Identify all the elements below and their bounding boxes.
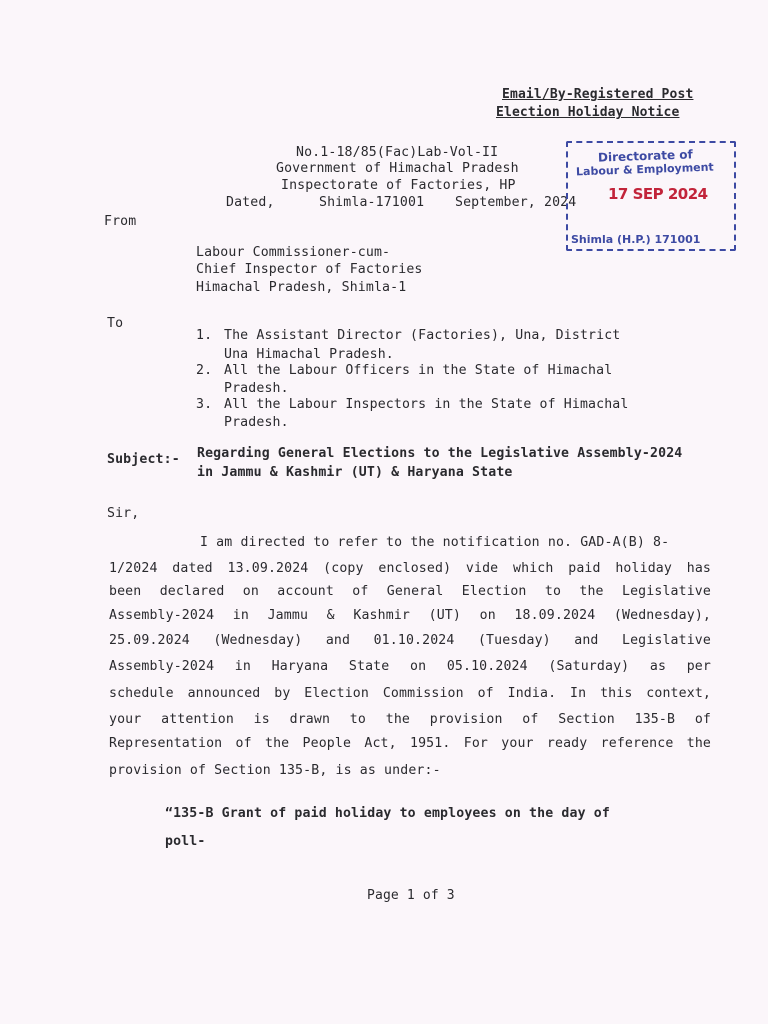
quoted-section-title: “135-B Grant of paid holiday to employees on the day of bbox=[165, 806, 610, 821]
from-line: Himachal Pradesh, Shimla-1 bbox=[196, 280, 407, 295]
recipient-number: 2. bbox=[196, 363, 213, 378]
body-line: 1/2024 dated 13.09.2024 (copy enclosed) vide which paid holiday has bbox=[109, 561, 711, 576]
stamp-line-1: Directorate of bbox=[597, 147, 693, 165]
received-stamp bbox=[566, 141, 736, 251]
from-line: Chief Inspector of Factories bbox=[196, 262, 423, 277]
body-line: been declared on account of General Election to the Legislative bbox=[109, 584, 711, 599]
body-line: Assembly-2024 in Haryana State on 05.10.2024 (Saturday) as per bbox=[109, 659, 711, 674]
place: Shimla-171001 bbox=[319, 195, 425, 210]
to-label: To bbox=[107, 316, 124, 331]
body-line: 25.09.2024 (Wednesday) and 01.10.2024 (Tuesday) and Legislative bbox=[109, 633, 711, 648]
body-line: Assembly-2024 in Jammu & Kashmir (UT) on 18.09.2024 (Wednesday), bbox=[109, 608, 711, 623]
recipient-text: All the Labour Inspectors in the State of Himachal bbox=[224, 397, 629, 412]
letter-date: September, 2024 bbox=[455, 195, 577, 210]
recipient-number: 1. bbox=[196, 328, 213, 343]
subject-line: Regarding General Elections to the Legislative Assembly-2024 bbox=[197, 446, 683, 461]
notice-title-heading: Election Holiday Notice bbox=[496, 105, 680, 120]
from-label: From bbox=[104, 214, 137, 229]
subject-line: in Jammu & Kashmir (UT) & Haryana State bbox=[197, 465, 513, 480]
body-last-line: provision of Section 135-B, is as under:- bbox=[109, 763, 441, 778]
body-line: your attention is drawn to the provision of Section 135-B of bbox=[109, 712, 711, 727]
stamp-line-2: Labour & Employment bbox=[575, 160, 714, 179]
page-number: Page 1 of 3 bbox=[367, 888, 455, 903]
from-line: Labour Commissioner-cum- bbox=[196, 245, 391, 260]
recipient-text: All the Labour Officers in the State of Himachal bbox=[224, 363, 613, 378]
salutation: Sir, bbox=[107, 506, 140, 521]
recipient-text-continued: Pradesh. bbox=[224, 381, 289, 396]
body-line: schedule announced by Election Commission of India. In this context, bbox=[109, 686, 711, 701]
delivery-mode-heading: Email/By-Registered Post bbox=[502, 87, 694, 102]
recipient-item bbox=[196, 397, 628, 412]
body-first-line: I am directed to refer to the notification no. GAD-A(B) 8- bbox=[200, 535, 670, 550]
recipient-text-continued: Una Himachal Pradesh. bbox=[224, 347, 394, 362]
recipient-number: 3. bbox=[196, 397, 213, 412]
office-name: Inspectorate of Factories, HP bbox=[281, 178, 516, 193]
recipient-item bbox=[196, 363, 612, 378]
stamp-line-3: Shimla (H.P.) 171001 bbox=[571, 233, 701, 246]
quoted-section-title-continued: poll- bbox=[165, 834, 206, 849]
recipient-item bbox=[196, 328, 620, 343]
dated-label: Dated, bbox=[226, 195, 275, 210]
government-name: Government of Himachal Pradesh bbox=[276, 161, 519, 176]
body-line: Representation of the People Act, 1951. For your ready reference the bbox=[109, 736, 711, 751]
subject-label: Subject:- bbox=[107, 452, 180, 467]
recipient-text-continued: Pradesh. bbox=[224, 415, 289, 430]
recipient-text: The Assistant Director (Factories), Una, District bbox=[224, 328, 621, 343]
reference-number: No.1-18/85(Fac)Lab-Vol-II bbox=[296, 145, 499, 160]
stamp-date: 17 SEP 2024 bbox=[608, 185, 708, 203]
